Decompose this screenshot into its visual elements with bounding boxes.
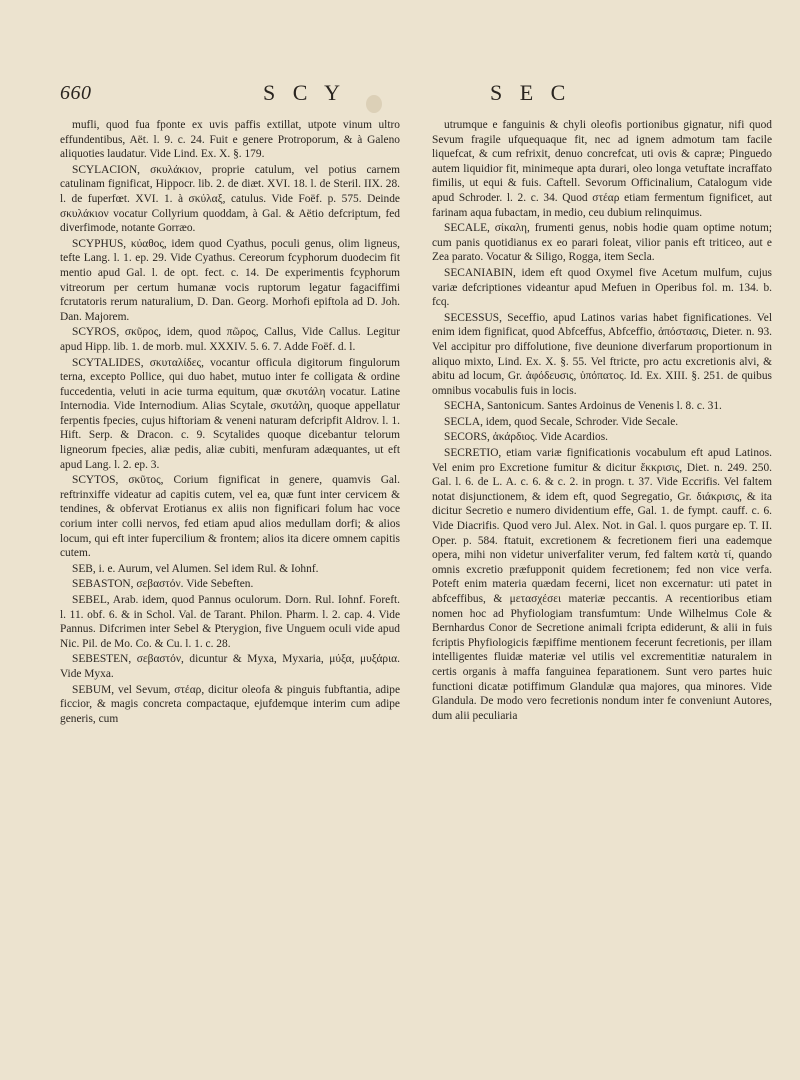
entry-sebel: SEBEL, Arab. idem, quod Pannus oculorum. Dorn. Rul. Iohnf. Foreft. l. 11. obf. 6. & in Schol. Val. de Tarant. Philon. Pharm. l. 2. cap. 4. Vide Pannus. Difcrimen inter Sebel & Pterygion, five Unguem oculi vide apud Nic. Pil. de Mo. Co. & Cu. l. 1. c. 28. — [60, 594, 400, 650]
entry-scylacion: SCYLACION, σκυλάκιον, proprie catulum, vel potius carnem catulinam fignificat, Hippocr. lib. 2. de diæt. XVI. 18. l. de Steril. IIX. 28. l. de fuperfœt. XVI. 1. à σκύλαξ, catulus. Vide Foëf. p. 575. Deinde σκυλάκιον vocatur Collyrium quoddam, à Gal. & Aëtio defcriptum, fed diverfimode, notante Gorræo. — [60, 163, 400, 235]
entry-paragraph: mufli, quod fua fponte ex uvis paffis extillat, utpote vinum ultro effundentibus, Aët. l. 9. c. 24. Fuit e genere Protroporum, & à Galeno aliquoties laudatur. Vide Lind. Ex. X. §. 179. — [60, 119, 400, 161]
entry-scytalides: SCYTALIDES, σκυταλίδες, vocantur officula digitorum fingulorum terna, excepto Pollice, qui duo habet, mutuo inter fe colligata & ordine fuccedentia, veluti in acie turma equitum, quæ σκυτάλη vocatur. Latine Internodia. Vide Internodium. Alias Scytale, σκυτάλη, quoque appellatur ferpentis fpecies, cujus hiftoriam & veneni naturam defcripfit Aldrov. l. 1. Hift. Serp. & Dracon. c. 9. Scytalides quoque dicebantur telorum ligneorum fpecies, aliæ pedis, aliæ cubiti, menfuram adæquantes, ut eft apud Lang. l. 2. ep. 3. — [60, 356, 400, 471]
entry-secha: SECHA, Santonicum. Santes Ardoinus de Venenis l. 8. c. 31. — [444, 400, 722, 413]
right-running-title: S E C — [490, 80, 572, 105]
entry-secessus: SECESSUS, Seceffio, apud Latinos varias habet fignificationes. Vel enim idem fignificat, quod Abfceffus, Abfceffio, ἀπόστασις, Dieter. n. 93. Vel accipitur pro diffolutione, five deunione diverfarum proportionum in aliquo mixto, Lind. Ex. X. §. 55. Vel ftricte, pro actu excretionis alvi, & abitu ad locum, Gr. ἀφόδευσις, ὑπόπατος. Id. Ex. XIII. §. 251. de quibus omnibus vocabulis fuis in locis. — [432, 311, 772, 397]
entry-secla: SECLA, idem, quod Secale, Schroder. Vide Secale. — [444, 415, 679, 428]
running-head — [58, 80, 772, 110]
right-column — [432, 118, 772, 727]
entry-scytos: SCYTOS, σκῦτος, Corium fignificat in genere, quamvis Gal. reftrinxiffe videatur ad capitis cutem, vel ea, quæ funt inter cervicem & tendines, & obfervat Erotianus ex aliis non fignificari folum hac voce corium inter colli nervos, fed etiam apud alios medullam dorfi; & alios locum, qui eft inter fupercilium & frontem; alios ita dicere omnem capitis cutem. — [60, 474, 400, 560]
text-columns — [60, 118, 772, 727]
entry-sebum: SEBUM, vel Sevum, στέαρ, dicitur oleofa & pinguis fubftantia, adipe ficcior, & magis concreta compactaque, ejufdemque interim cum adipe generis, cum — [60, 683, 400, 725]
page-number: 660 — [60, 82, 92, 104]
entry-secretio: SECRETIO, etiam variæ fignificationis vocabulum eft apud Latinos. Vel enim pro Excretione fumitur & dicitur ἔκκρισις, Diet. n. 249. 250. Gal. l. 6. de L. A. c. 6. & c. 2. in progn. t. 37. Vide Eccrifis. Vel faltem notat disjunctionem, & idem eft, quod Segregatio, Gr. διάκρισις, & ita dicitur Secretio e numero dividentium effe, Gal. 1. de fympt. cauff. c. 6. Vide Diacrifis. Quod vero Jul. Alex. Not. in Gal. l. quos purgare ep. T. II. Oper. p. 584. ftatuit, excretionem & fecretionem fieri una eademque opera, mihi non videtur univerfaliter verum, fed faltem κατὰ τί, quando omnis excretio præfupponit quidem fecretionem; fed non vice verfa. Poteft enim materia quædam fecerni, licet non excernatur: uti patet in abfceffibus, & μετασχέσει materiæ peccantis. A recentioribus etiam nomen hoc ad Phyfiologiam transfumtum: Unde Wilhelmus Cole & Bernhardus Conor de Secretione animali fcripta ediderunt, & alii in fuis fcriptis Phyfiologicis fæpiffime mentionem fecerunt fecretionis, per illam intelligentes fluidæ materiæ vel utilis vel excrementitiæ naturalem in certis organis à maffa fanguinea feparationem. Sunt vero partes huic functioni dicatæ potiffimum Glandulæ qua majores, qua minores. Vide Glandula. De modo vero fecretionis nondum inter fe conveniunt Autores, dum alii peculiaria — [432, 447, 772, 722]
entry-scyphus: SCYPHUS, κύαθος, idem quod Cyathus, poculi genus, olim ligneus, tefte Lang. l. 1. ep. 29. Vide Cyathus. Cereorum fcyphorum duodecim fit mentio apud Gal. l. de opt. fect. c. 14. De experimentis fcyphorum vitreorum per certum humanæ vocis ruptorum legatur fagaciffimi fcrutatoris rerum naturalium, D. Dan. Georg. Morhofi epiftola ad D. Joh. Dan. Majorem. — [60, 237, 400, 323]
entry-secale: SECALE, σίκαλη, frumenti genus, nobis hodie quam optime notum; cum panis quotidianus ex eo parari foleat, vilior panis eft triticeo, aut e Zea parato. Vocatur & Siligo, Rogga, item Secla. — [432, 222, 772, 264]
entry-seb: SEB, i. e. Aurum, vel Alumen. Sel idem Rul. & Iohnf. — [72, 562, 319, 575]
entry-sebesten: SEBESTEN, σεβαστόν, dicuntur & Myxa, Myxaria, μύξα, μυξάρια. Vide Myxa. — [60, 653, 400, 680]
entry-secaniabin: SECANIABIN, idem eft quod Oxymel five Acetum mulfum, cujus variæ defcriptiones videantur apud Mefuen in Operibus fol. m. 134. b. fcq. — [432, 266, 772, 309]
entry-continuation: utrumque e fanguinis & chyli oleofis portionibus gignatur, nifi quod Sevum fragile ufquequaque fit, nec ad ignem admotum tam facile liquefcat, & cum refrixit, denuo concrefcat, uti ovis & capræ; Pinguedo autem liquidior fit, minimeque apta durari, oleo longa vetuftate incraffato fimilis, ut equi & fuis. Caftell. Sevorum Officinalium, Catalogum vide apud Schroder. l. 2. c. 34. Quod στέαρ etiam fermentum fignificet, aut farinam aqua fubactam, in medio, ceu dubium relinquimus. — [432, 119, 772, 219]
left-running-title: S C Y — [263, 80, 346, 105]
left-column — [60, 118, 400, 727]
entry-secors: SECORS, ἀκάρδιος. Vide Acardios. — [444, 431, 608, 444]
entry-sebaston: SEBASTON, σεβαστόν. Vide Sebeften. — [72, 578, 254, 591]
entry-scyros: SCYROS, σκῦρος, idem, quod πῶρος, Callus, Vide Callus. Legitur apud Hipp. lib. 1. de morb. mul. XXXIV. 5. 6. 7. Adde Foëf. d. l. — [60, 326, 400, 353]
paper-stain — [366, 95, 382, 113]
